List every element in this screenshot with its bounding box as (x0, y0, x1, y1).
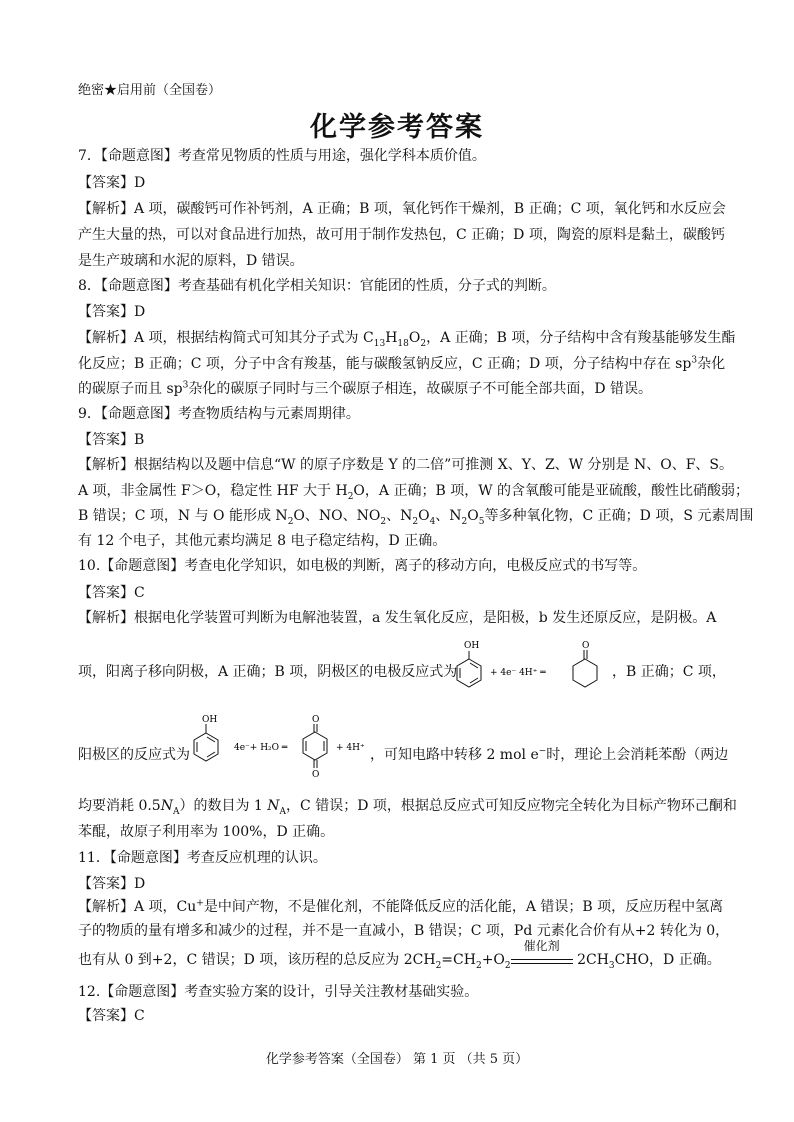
q10-answer: 【答案】C (78, 585, 145, 601)
q10-analysis-line3-a: 阳极区的反应式为 (78, 747, 190, 763)
q10-analysis-line3-b: ，可知电路中转移 2 mol e−时，理论上会消耗苯酚（两边 (370, 746, 729, 763)
q8-analysis-line3: 的碳原子而且 $sp^3$杂化的碳原子同时与三个碳原子相连，故碳原子不可能全部共面，D 错误。 (78, 380, 653, 397)
q11-answer: 【答案】D (78, 876, 146, 892)
q7-analysis-line3: 是生产玻璃和水泥的原料，D 错误。 (78, 253, 304, 269)
svg-text:+ 4e⁻ 4H⁺ ═: + 4e⁻ 4H⁺ ═ (490, 668, 546, 678)
q12-intent: 12.【命题意图】考查实验方案的设计，引导关注教材基础实验。 (78, 984, 479, 1000)
q11-analysis-line1: 【解析】A 项，Cu+是中间产物，不是催化剂，不能降低反应的活化能，A 错误；B 项，反应历程中氢离 (78, 898, 724, 915)
catalyst-arrow: 催化剂 (511, 952, 573, 964)
q10-analysis-line2-b: ，B 正确；C 项， (612, 664, 726, 680)
q10-analysis-line5: 苯醌，故原子利用率为 100%，D 正确。 (78, 824, 335, 840)
q8-analysis-line1: 【解析】A 项，根据结构简式可知其分子式为 $C_{13}H_{18}O_2$，A 正确；B 项，分子结构中含有羧基能够发生酯 (78, 330, 736, 349)
q10-analysis-line1: 【解析】根据电化学装置可判断为电解池装置，a 发生氧化反应，是阳极，b 发生还原反应，是阴极。A (78, 610, 717, 626)
q8-analysis-line2: 化反应；B 正确；C 项，分子中含有羧基，能与碳酸氢钠反应，C 正确；D 项，分子结构中存在 $sp^3$杂化 (78, 355, 726, 372)
q9-analysis-line1: 【解析】根据结构以及题中信息“W 的原子序数是 Y 的二倍”可推测 X、Y、Z、W 分别是 N、O、F、S。 (78, 457, 734, 473)
svg-text:O: O (312, 715, 320, 725)
q7-intent: 7．【命题意图】考查常见物质的性质与用途，强化学科本质价值。 (78, 148, 486, 164)
q11-analysis-line2: 子的物质的量有增多和减少的过程，并不是一直减小，B 错误；C 项，Pd 元素化合价有从+2 转化为 0， (78, 923, 730, 939)
q8-intent: 8．【命题意图】考查基础有机化学相关知识：官能团的性质，分子式的判断。 (78, 278, 556, 294)
q7-analysis-line2: 产生大量的热，可以对食品进行加热，故可用于制作发热包，C 正确；D 项，陶瓷的原料是黏土，碳酸钙 (78, 227, 725, 243)
q10-analysis-line2-a: 项，阳离子移向阴极，A 正确；B 项，阴极区的电极反应式为 (78, 664, 458, 680)
q9-analysis-line2: A 项，非金属性 F＞O，稳定性 HF 大于 $H_2O$，A 正确；B 项，W 的含氧酸可能是亚硫酸，酸性比硝酸弱； (78, 483, 750, 502)
q9-intent: 9．【命题意图】考查物质结构与元素周期律。 (78, 406, 360, 422)
svg-text:O: O (312, 770, 320, 780)
page-title: 化学参考答案 (310, 112, 484, 143)
cathode-equation (450, 638, 610, 694)
svg-text:+ 4H⁺: + 4H⁺ (336, 743, 365, 753)
q9-answer: 【答案】B (78, 432, 145, 448)
svg-text:O: O (582, 641, 590, 651)
q7-answer: 【答案】D (78, 175, 146, 191)
q10-intent: 10.【命题意图】考查电化学知识，如电极的判断，离子的移动方向，电极反应式的书写等。 (78, 558, 647, 574)
q11-analysis-line3: 也有从 0 到+2，C 错误；D 项，该历程的总反应为 $2CH_2=CH_2+O_2$ 催化剂 $2CH_3CHO$，D 正确。 (78, 939, 721, 971)
q9-analysis-line4: 有 12 个电子，其他元素均满足 8 电子稳定结构，D 正确。 (78, 533, 447, 549)
secret-header: 绝密★启用前（全国卷） (78, 83, 222, 98)
phenol-to-cyclohexanone-structure (450, 638, 610, 694)
svg-text:4e⁻+ H₂O ═: 4e⁻+ H₂O ═ (234, 743, 288, 753)
q7-analysis-line1: 【解析】A 项，碳酸钙可作补钙剂，A 正确；B 项，氧化钙作干燥剂，B 正确；C 项，氧化钙和水反应会 (78, 201, 726, 217)
anode-equation (190, 713, 370, 779)
q10-analysis-line4: 均要消耗 $0.5N_A$）的数目为 1 $N_A$，C 错误；D 项，根据总反应式可知反应物完全转化为目标产物环己酮和 (78, 798, 737, 817)
page-footer: 化学参考答案（全国卷） 第 1 页 （共 5 页） (265, 1052, 529, 1067)
phenol-to-benzoquinone-structure (190, 713, 370, 779)
q11-intent: 11．【命题意图】考查反应机理的认识。 (78, 850, 327, 866)
q12-answer: 【答案】C (78, 1008, 145, 1024)
svg-text:OH: OH (202, 715, 218, 725)
svg-text:OH: OH (464, 641, 480, 651)
q8-answer: 【答案】D (78, 304, 146, 320)
q9-analysis-line3: B 错误；C 项，N 与 O 能形成 $N_2O$、NO、$NO_2$、$N_2O_4$、$N_2O_5$等多种氧化物，C 正确；D 项，S 元素周围 (78, 508, 754, 527)
